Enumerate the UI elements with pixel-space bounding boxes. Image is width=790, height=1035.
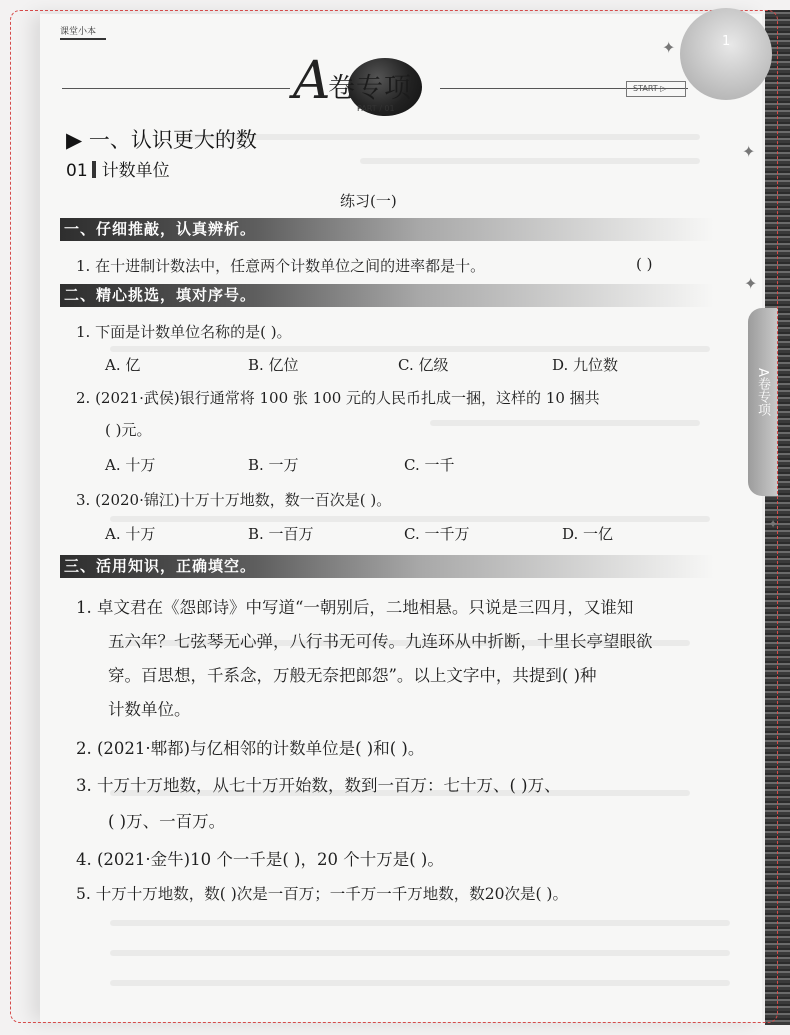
show-through — [110, 950, 730, 956]
lesson-name: 计数单位 — [101, 161, 170, 181]
decorative-circle — [680, 8, 772, 100]
show-through — [110, 346, 710, 352]
question-text-cont: 穿。百思想，千系念，万般无奈把郎怨”。以上文字中，共提到( )种 — [108, 666, 597, 685]
question-text: 3. 十万十万地数，从七十万开始数，数到一百万：七十万、( )万、 — [76, 776, 561, 795]
option-d: D. 一亿 — [562, 525, 614, 543]
lesson-number: 01 — [66, 161, 88, 181]
question-text: 1. 卓文君在《怨郎诗》中写道“一朝别后，二地相悬。只说是三四月，又谁知 — [76, 598, 634, 617]
option-c: C. 亿级 — [398, 356, 449, 374]
banner-subtitle: PART / 01 — [357, 104, 395, 113]
banner-letter: A — [293, 51, 331, 111]
question-text-cont: ( )元。 — [105, 421, 152, 439]
option-c: C. 一千万 — [404, 525, 470, 543]
show-through — [430, 420, 700, 426]
show-through — [360, 158, 700, 164]
question-text: 3. (2020·锦江)十万十万地数，数一百次是( )。 — [76, 491, 392, 509]
sparkle-icon: ✦ — [744, 274, 758, 293]
start-label: START ▷ — [626, 81, 686, 97]
show-through — [180, 134, 700, 140]
option-d: D. 九位数 — [552, 356, 619, 374]
page-number: 1 — [722, 34, 731, 49]
answer-bracket: ( ) — [636, 255, 653, 273]
option-c: C. 一千 — [404, 456, 455, 474]
question-text: 2. (2021·武侯)银行通常将 100 张 100 元的人民币扎成一捆，这样的 10 捆共 — [76, 389, 600, 407]
sparkle-icon: ✦ — [662, 38, 676, 57]
show-through — [110, 920, 730, 926]
chapter-title: ▶ 一、认识更大的数 — [66, 128, 257, 152]
option-a: A. 十万 — [105, 456, 156, 474]
show-through — [110, 516, 710, 522]
question-text: 5. 十万十万地数，数( )次是一百万；一千万一千万地数，数20次是( )。 — [76, 885, 568, 903]
show-through — [110, 980, 730, 986]
question-text: 1. 在十进制计数法中，任意两个计数单位之间的进率都是十。 — [76, 257, 486, 275]
question-text: 2. (2021·郫都)与亿相邻的计数单位是( )和( )。 — [76, 739, 425, 758]
banner-title: 卷专项 — [328, 73, 412, 104]
banner-rule-left — [62, 88, 290, 89]
option-a: A. 十万 — [105, 525, 156, 543]
option-b: B. 亿位 — [248, 356, 299, 374]
question-text-cont: 计数单位。 — [108, 700, 191, 719]
lesson-subtitle — [66, 156, 170, 181]
question-text: 4. (2021·金牛)10 个一千是( )，20 个十万是( )。 — [76, 850, 444, 869]
sparkle-icon: ✦ — [768, 517, 779, 531]
side-tab-label: A卷专项 — [755, 368, 770, 416]
publisher-logo: 课堂小本 — [60, 24, 106, 40]
option-b: B. 一百万 — [248, 525, 314, 543]
subtitle-bar — [92, 161, 96, 178]
section-heading-1: 一、仔细推敲，认真辨析。 — [60, 218, 714, 241]
question-text: 1. 下面是计数单位名称的是( )。 — [76, 323, 292, 341]
sparkle-icon: ✦ — [742, 142, 756, 161]
exercise-title: 练习(一) — [340, 192, 397, 210]
question-text-cont: ( )万、一百万。 — [108, 812, 226, 831]
option-a: A. 亿 — [105, 356, 141, 374]
option-b: B. 一万 — [248, 456, 299, 474]
question-text-cont: 五六年？七弦琴无心弹，八行书无可传。九连环从中折断，十里长亭望眼欲 — [108, 632, 653, 651]
section-heading-2: 二、精心挑选，填对序号。 — [60, 284, 714, 307]
section-heading-3: 三、活用知识，正确填空。 — [60, 555, 714, 578]
